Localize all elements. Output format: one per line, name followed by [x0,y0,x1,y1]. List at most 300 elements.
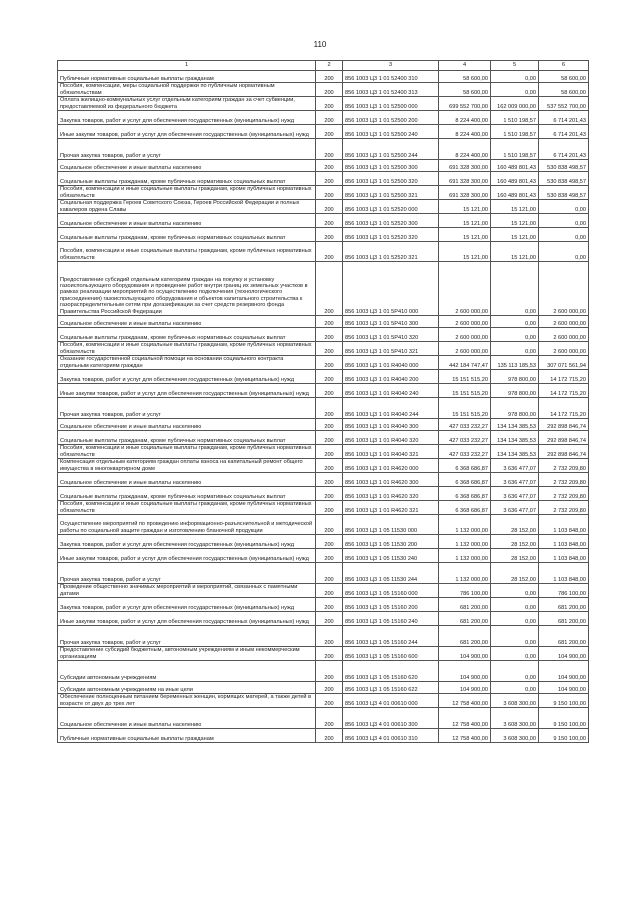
row-executed-cell: 134 134 385,53 [491,445,539,459]
table-row [58,172,589,186]
column-header: 6 [539,61,589,71]
row-assigned-cell: 6 368 686,87 [439,501,491,515]
row-kbk-cell: 856 1003 Ц3 1 01 R4040 000 [343,356,439,370]
row-name-cell: Социальные выплаты гражданам, кроме публичных нормативных социальных выплат [58,328,316,342]
row-executed-cell: 28 152,00 [491,549,539,563]
row-name-cell: Предоставление субсидий отдельным категориям граждан на покупку и установку газоиспользующего оборудования и проведение работ внутри границ их земельных участков в рамках реализации мероприятий по осуществлению подключения (технологического присоединения) газоиспользующего оборудования и объектов капитального строительства к газораспределительным сетям при догазификации за счет средств резервного фонда Правительства Российской Федерации [58,262,316,316]
row-remaining-cell: 1 103 848,00 [539,535,589,549]
row-executed-cell: 15 121,00 [491,242,539,262]
row-code-cell: 200 [316,515,343,535]
row-assigned-cell: 681 200,00 [439,612,491,626]
row-remaining-cell: 6 714 201,43 [539,111,589,125]
row-assigned-cell: 1 132 000,00 [439,549,491,563]
row-name-cell: Осуществление мероприятий по проведению информационно-разъяснительной и методической работы по социальной защите граждан и изготовлению бланочной продукции [58,515,316,535]
row-remaining-cell: 681 200,00 [539,626,589,647]
row-code-cell: 200 [316,228,343,242]
row-executed-cell: 0,00 [491,626,539,647]
row-name-cell: Прочая закупка товаров, работ и услуг [58,139,316,160]
row-remaining-cell: 104 900,00 [539,682,589,694]
row-executed-cell: 15 121,00 [491,214,539,228]
row-assigned-cell: 12 758 400,00 [439,708,491,729]
row-remaining-cell: 2 732 209,80 [539,459,589,473]
row-code-cell: 200 [316,647,343,661]
row-code-cell: 200 [316,384,343,398]
row-remaining-cell: 0,00 [539,228,589,242]
row-executed-cell: 3 608 300,00 [491,708,539,729]
row-kbk-cell: 856 1003 Ц3 1 01 5Р410 320 [343,328,439,342]
row-remaining-cell: 0,00 [539,242,589,262]
table-row [58,535,589,549]
row-assigned-cell: 691 328 300,00 [439,160,491,172]
row-executed-cell: 3 608 300,00 [491,694,539,708]
row-kbk-cell: 856 1003 Ц3 1 01 R4040 240 [343,384,439,398]
row-name-cell: Субсидии автономным учреждениям на иные цели [58,682,316,694]
row-assigned-cell: 691 328 300,00 [439,186,491,200]
column-header: 2 [316,61,343,71]
table-row [58,549,589,563]
row-assigned-cell: 1 132 000,00 [439,515,491,535]
row-remaining-cell: 104 900,00 [539,647,589,661]
row-kbk-cell: 856 1003 Ц3 1 01 52520 321 [343,242,439,262]
row-remaining-cell: 14 172 715,20 [539,398,589,419]
row-code-cell: 200 [316,160,343,172]
row-remaining-cell: 681 200,00 [539,598,589,612]
row-kbk-cell: 856 1003 Ц3 1 01 52520 000 [343,200,439,214]
row-assigned-cell: 442 184 747,47 [439,356,491,370]
row-name-cell: Иные закупки товаров, работ и услуг для обеспечения государственных (муниципальных) нужд [58,612,316,626]
table-row [58,342,589,356]
table-row [58,419,589,431]
row-executed-cell: 160 489 801,43 [491,160,539,172]
row-executed-cell: 3 636 477,07 [491,501,539,515]
row-executed-cell: 978 800,00 [491,398,539,419]
row-remaining-cell: 58 600,00 [539,83,589,97]
row-kbk-cell: 856 1003 Ц3 1 01 5Р410 300 [343,316,439,328]
row-remaining-cell: 2 600 000,00 [539,328,589,342]
row-name-cell: Прочая закупка товаров, работ и услуг [58,563,316,584]
table-row [58,647,589,661]
row-kbk-cell: 856 1003 Ц3 1 01 R4040 321 [343,445,439,459]
row-kbk-cell: 856 1003 Ц3 1 05 15160 620 [343,661,439,682]
row-remaining-cell: 1 103 848,00 [539,563,589,584]
row-assigned-cell: 15 121,00 [439,242,491,262]
table-row [58,431,589,445]
row-name-cell: Иные закупки товаров, работ и услуг для обеспечения государственных (муниципальных) нужд [58,549,316,563]
row-executed-cell: 15 121,00 [491,200,539,214]
row-executed-cell: 0,00 [491,612,539,626]
row-code-cell: 200 [316,563,343,584]
row-assigned-cell: 6 368 686,87 [439,459,491,473]
row-kbk-cell: 856 1003 Ц3 1 05 15160 622 [343,682,439,694]
row-code-cell: 200 [316,111,343,125]
row-name-cell: Обеспечение полноценным питанием беременных женщин, кормящих матерей, а также детей в возрасте от двух до трех лет [58,694,316,708]
row-assigned-cell: 15 151 515,20 [439,398,491,419]
row-kbk-cell: 856 1003 Ц3 1 01 52500 240 [343,125,439,139]
row-kbk-cell: 856 1003 Ц3 1 01 52500 200 [343,111,439,125]
row-name-cell: Иные закупки товаров, работ и услуг для обеспечения государственных (муниципальных) нужд [58,384,316,398]
table-row [58,661,589,682]
row-assigned-cell: 15 121,00 [439,214,491,228]
column-header: 4 [439,61,491,71]
row-remaining-cell: 2 732 209,80 [539,487,589,501]
row-executed-cell: 28 152,00 [491,563,539,584]
row-executed-cell: 160 489 801,43 [491,186,539,200]
row-code-cell: 200 [316,342,343,356]
row-assigned-cell: 2 600 000,00 [439,328,491,342]
row-remaining-cell: 2 600 000,00 [539,342,589,356]
row-remaining-cell: 1 103 848,00 [539,549,589,563]
row-code-cell: 200 [316,487,343,501]
row-kbk-cell: 856 1003 Ц3 1 01 52400 310 [343,71,439,83]
row-remaining-cell: 292 898 846,74 [539,419,589,431]
row-code-cell: 200 [316,431,343,445]
row-code-cell: 200 [316,398,343,419]
row-remaining-cell: 1 103 848,00 [539,515,589,535]
row-name-cell: Закупка товаров, работ и услуг для обеспечения государственных (муниципальных) нужд [58,535,316,549]
row-assigned-cell: 15 151 515,20 [439,384,491,398]
row-code-cell: 200 [316,242,343,262]
row-code-cell: 200 [316,694,343,708]
row-remaining-cell: 2 732 209,80 [539,473,589,487]
row-remaining-cell: 0,00 [539,200,589,214]
row-executed-cell: 1 510 198,57 [491,111,539,125]
row-executed-cell: 3 636 477,07 [491,473,539,487]
row-remaining-cell: 530 838 498,57 [539,160,589,172]
table-row [58,356,589,370]
table-row [58,316,589,328]
row-assigned-cell: 12 758 400,00 [439,729,491,743]
row-assigned-cell: 2 600 000,00 [439,316,491,328]
row-remaining-cell: 58 600,00 [539,71,589,83]
table-row [58,370,589,384]
table-row [58,708,589,729]
row-remaining-cell: 6 714 201,43 [539,139,589,160]
row-assigned-cell: 1 132 000,00 [439,563,491,584]
row-assigned-cell: 8 224 400,00 [439,111,491,125]
row-executed-cell: 978 800,00 [491,370,539,384]
table-row [58,487,589,501]
table-row [58,626,589,647]
row-code-cell: 200 [316,328,343,342]
row-executed-cell: 0,00 [491,598,539,612]
column-header: 5 [491,61,539,71]
row-kbk-cell: 856 1003 Ц3 1 01 5Р410 000 [343,262,439,316]
row-assigned-cell: 6 368 686,87 [439,473,491,487]
row-code-cell: 200 [316,661,343,682]
row-assigned-cell: 691 328 300,00 [439,172,491,186]
row-name-cell: Закупка товаров, работ и услуг для обеспечения государственных (муниципальных) нужд [58,598,316,612]
row-kbk-cell: 856 1003 Ц3 1 01 52520 320 [343,228,439,242]
row-name-cell: Пособия, компенсации и иные социальные выплаты гражданам, кроме публичных нормативных обязательств [58,186,316,200]
row-code-cell: 200 [316,598,343,612]
table-row [58,384,589,398]
row-kbk-cell: 856 1003 Ц3 1 01 5Р410 321 [343,342,439,356]
row-name-cell: Социальное обеспечение и иные выплаты населению [58,316,316,328]
row-code-cell: 200 [316,97,343,111]
row-code-cell: 200 [316,172,343,186]
row-name-cell: Социальные выплаты гражданам, кроме публичных нормативных социальных выплат [58,228,316,242]
table-row [58,160,589,172]
row-executed-cell: 3 636 477,07 [491,487,539,501]
row-kbk-cell: 856 1003 Ц3 1 05 15160 000 [343,584,439,598]
row-remaining-cell: 9 150 100,00 [539,729,589,743]
budget-table [57,60,589,743]
row-assigned-cell: 104 900,00 [439,647,491,661]
row-kbk-cell: 856 1003 Ц3 1 01 R4620 321 [343,501,439,515]
row-kbk-cell: 856 1003 Ц3 1 01 R4620 300 [343,473,439,487]
row-assigned-cell: 2 600 000,00 [439,262,491,316]
row-executed-cell: 162 009 000,00 [491,97,539,111]
row-remaining-cell: 786 100,00 [539,584,589,598]
row-executed-cell: 160 489 801,43 [491,172,539,186]
row-kbk-cell: 856 1003 Ц3 4 01 00610 000 [343,694,439,708]
row-kbk-cell: 856 1003 Ц3 1 05 15160 240 [343,612,439,626]
row-code-cell: 200 [316,445,343,459]
row-executed-cell: 0,00 [491,83,539,97]
row-code-cell: 200 [316,682,343,694]
row-remaining-cell: 292 898 846,74 [539,431,589,445]
row-code-cell: 200 [316,262,343,316]
table-header-row [58,61,589,71]
row-name-cell: Публичные нормативные социальные выплаты гражданам [58,71,316,83]
row-name-cell: Публичные нормативные социальные выплаты гражданам [58,729,316,743]
row-assigned-cell: 1 132 000,00 [439,535,491,549]
row-name-cell: Социальные выплаты гражданам, кроме публичных нормативных социальных выплат [58,172,316,186]
table-row [58,186,589,200]
row-name-cell: Предоставление субсидий бюджетным, автономным учреждениям и иным некоммерческим организациям [58,647,316,661]
row-remaining-cell: 307 071 561,94 [539,356,589,370]
row-assigned-cell: 8 224 400,00 [439,139,491,160]
row-assigned-cell: 58 600,00 [439,83,491,97]
row-kbk-cell: 856 1003 Ц3 1 05 11530 000 [343,515,439,535]
page-number: 110 [313,40,327,49]
row-name-cell: Оплата жилищно-коммунальных услуг отдельным категориям граждан за счет субвенции, предоставляемой из федерального бюджета [58,97,316,111]
row-code-cell: 200 [316,139,343,160]
row-remaining-cell: 530 838 498,57 [539,172,589,186]
row-name-cell: Социальное обеспечение и иные выплаты населению [58,708,316,729]
table-row [58,473,589,487]
row-executed-cell: 0,00 [491,584,539,598]
row-name-cell: Пособия, компенсации и иные социальные выплаты гражданам, кроме публичных нормативных обязательств [58,242,316,262]
row-kbk-cell: 856 1003 Ц3 1 01 52500 300 [343,160,439,172]
row-executed-cell: 0,00 [491,71,539,83]
row-remaining-cell: 9 150 100,00 [539,694,589,708]
row-name-cell: Прочая закупка товаров, работ и услуг [58,626,316,647]
row-code-cell: 200 [316,549,343,563]
row-remaining-cell: 104 900,00 [539,661,589,682]
row-assigned-cell: 58 600,00 [439,71,491,83]
row-code-cell: 200 [316,419,343,431]
row-kbk-cell: 856 1003 Ц3 1 05 15160 244 [343,626,439,647]
row-name-cell: Проведение общественно значимых мероприятий и мероприятий, связанных с памятными датами [58,584,316,598]
row-name-cell: Социальные выплаты гражданам, кроме публичных нормативных социальных выплат [58,431,316,445]
column-header: 3 [343,61,439,71]
row-kbk-cell: 856 1003 Ц3 1 01 52500 320 [343,172,439,186]
table-row [58,398,589,419]
table-row [58,139,589,160]
row-executed-cell: 135 113 185,53 [491,356,539,370]
row-code-cell: 200 [316,535,343,549]
row-remaining-cell: 292 898 846,74 [539,445,589,459]
table-row [58,200,589,214]
row-assigned-cell: 427 033 232,27 [439,445,491,459]
row-kbk-cell: 856 1003 Ц3 1 01 R4040 300 [343,419,439,431]
row-code-cell: 200 [316,83,343,97]
table-row [58,501,589,515]
table-row [58,612,589,626]
row-executed-cell: 28 152,00 [491,515,539,535]
row-executed-cell: 0,00 [491,342,539,356]
table-row [58,125,589,139]
row-assigned-cell: 2 600 000,00 [439,342,491,356]
row-kbk-cell: 856 1003 Ц3 1 01 52400 313 [343,83,439,97]
row-assigned-cell: 8 224 400,00 [439,125,491,139]
row-name-cell: Социальное обеспечение и иные выплаты населению [58,160,316,172]
row-assigned-cell: 427 033 232,27 [439,431,491,445]
row-remaining-cell: 2 600 000,00 [539,262,589,316]
row-code-cell: 200 [316,200,343,214]
row-assigned-cell: 104 900,00 [439,661,491,682]
row-remaining-cell: 6 714 201,43 [539,125,589,139]
row-assigned-cell: 6 368 686,87 [439,487,491,501]
row-name-cell: Компенсация отдельным категориям граждан оплаты взноса на капитальный ремонт общего имущества в многоквартирном доме [58,459,316,473]
row-code-cell: 200 [316,214,343,228]
row-code-cell: 200 [316,356,343,370]
table-row [58,682,589,694]
row-code-cell: 200 [316,584,343,598]
row-name-cell: Социальная поддержка Героев Советского Союза, Героев Российской Федерации и полных кавалеров ордена Славы [58,200,316,214]
row-name-cell: Социальное обеспечение и иные выплаты населению [58,473,316,487]
table-row [58,111,589,125]
table-row [58,598,589,612]
row-name-cell: Субсидии автономным учреждениям [58,661,316,682]
table-row [58,729,589,743]
table-row [58,71,589,83]
row-remaining-cell: 0,00 [539,214,589,228]
row-name-cell: Прочая закупка товаров, работ и услуг [58,398,316,419]
row-remaining-cell: 2 600 000,00 [539,316,589,328]
row-executed-cell: 0,00 [491,262,539,316]
table-row [58,694,589,708]
row-assigned-cell: 15 151 515,20 [439,370,491,384]
row-name-cell: Иные закупки товаров, работ и услуг для обеспечения государственных (муниципальных) нужд [58,125,316,139]
row-executed-cell: 134 134 385,53 [491,431,539,445]
row-code-cell: 200 [316,626,343,647]
row-executed-cell: 1 510 198,57 [491,125,539,139]
row-kbk-cell: 856 1003 Ц3 1 01 52500 321 [343,186,439,200]
row-remaining-cell: 681 200,00 [539,612,589,626]
row-executed-cell: 28 152,00 [491,535,539,549]
row-executed-cell: 0,00 [491,661,539,682]
row-kbk-cell: 856 1003 Ц3 1 01 R4040 200 [343,370,439,384]
row-remaining-cell: 14 172 715,20 [539,384,589,398]
row-code-cell: 200 [316,186,343,200]
row-kbk-cell: 856 1003 Ц3 1 01 52520 300 [343,214,439,228]
row-remaining-cell: 537 552 700,00 [539,97,589,111]
row-code-cell: 200 [316,473,343,487]
row-name-cell: Пособия, компенсации и иные социальные выплаты гражданам, кроме публичных нормативных обязательств [58,501,316,515]
row-name-cell: Социальные выплаты гражданам, кроме публичных нормативных социальных выплат [58,487,316,501]
row-assigned-cell: 104 900,00 [439,682,491,694]
row-executed-cell: 134 134 385,53 [491,419,539,431]
row-code-cell: 200 [316,71,343,83]
row-executed-cell: 0,00 [491,682,539,694]
row-name-cell: Пособия, компенсации и иные социальные выплаты гражданам, кроме публичных нормативных обязательств [58,445,316,459]
row-kbk-cell: 856 1003 Ц3 1 01 52500 000 [343,97,439,111]
row-assigned-cell: 681 200,00 [439,598,491,612]
row-remaining-cell: 14 172 715,20 [539,370,589,384]
row-kbk-cell: 856 1003 Ц3 1 05 15160 200 [343,598,439,612]
table-row [58,228,589,242]
row-name-cell: Пособия, компенсации и иные социальные выплаты гражданам, кроме публичных нормативных обязательств [58,342,316,356]
row-executed-cell: 0,00 [491,316,539,328]
table-row [58,563,589,584]
row-code-cell: 200 [316,708,343,729]
row-assigned-cell: 427 033 232,27 [439,419,491,431]
row-name-cell: Социальное обеспечение и иные выплаты населению [58,214,316,228]
row-executed-cell: 15 121,00 [491,228,539,242]
row-kbk-cell: 856 1003 Ц3 4 01 00610 310 [343,729,439,743]
table-row [58,459,589,473]
row-kbk-cell: 856 1003 Ц3 1 05 15160 600 [343,647,439,661]
row-name-cell: Закупка товаров, работ и услуг для обеспечения государственных (муниципальных) нужд [58,111,316,125]
row-executed-cell: 3 608 300,00 [491,729,539,743]
row-kbk-cell: 856 1003 Ц3 1 05 11530 244 [343,563,439,584]
row-kbk-cell: 856 1003 Ц3 1 05 11530 240 [343,549,439,563]
row-name-cell: Пособия, компенсации, меры социальной поддержки по публичным нормативным обязательствам [58,83,316,97]
row-assigned-cell: 786 100,00 [439,584,491,598]
row-assigned-cell: 699 552 700,00 [439,97,491,111]
row-kbk-cell: 856 1003 Ц3 1 01 52500 244 [343,139,439,160]
row-kbk-cell: 856 1003 Ц3 1 01 R4040 320 [343,431,439,445]
row-kbk-cell: 856 1003 Ц3 1 01 R4620 320 [343,487,439,501]
row-executed-cell: 0,00 [491,647,539,661]
row-executed-cell: 3 636 477,07 [491,459,539,473]
row-code-cell: 200 [316,729,343,743]
row-code-cell: 200 [316,501,343,515]
row-code-cell: 200 [316,125,343,139]
row-kbk-cell: 856 1003 Ц3 1 01 R4040 244 [343,398,439,419]
column-header: 1 [58,61,316,71]
row-code-cell: 200 [316,612,343,626]
row-code-cell: 200 [316,316,343,328]
row-code-cell: 200 [316,370,343,384]
table-row [58,83,589,97]
row-remaining-cell: 530 838 498,57 [539,186,589,200]
row-executed-cell: 0,00 [491,328,539,342]
table-row [58,328,589,342]
row-name-cell: Оказание государственной социальной помощи на основании социального контракта отдельным категориям граждан [58,356,316,370]
table-row [58,214,589,228]
row-assigned-cell: 15 121,00 [439,228,491,242]
table-row [58,262,589,316]
row-kbk-cell: 856 1003 Ц3 1 05 11530 200 [343,535,439,549]
table-row [58,515,589,535]
row-name-cell: Закупка товаров, работ и услуг для обеспечения государственных (муниципальных) нужд [58,370,316,384]
row-assigned-cell: 15 121,00 [439,200,491,214]
row-remaining-cell: 9 150 100,00 [539,708,589,729]
row-kbk-cell: 856 1003 Ц3 1 01 R4620 000 [343,459,439,473]
row-executed-cell: 978 800,00 [491,384,539,398]
table-row [58,584,589,598]
row-assigned-cell: 681 200,00 [439,626,491,647]
table-row [58,445,589,459]
row-kbk-cell: 856 1003 Ц3 4 01 00610 300 [343,708,439,729]
table-row [58,97,589,111]
row-executed-cell: 1 510 198,57 [491,139,539,160]
row-code-cell: 200 [316,459,343,473]
row-assigned-cell: 12 758 400,00 [439,694,491,708]
